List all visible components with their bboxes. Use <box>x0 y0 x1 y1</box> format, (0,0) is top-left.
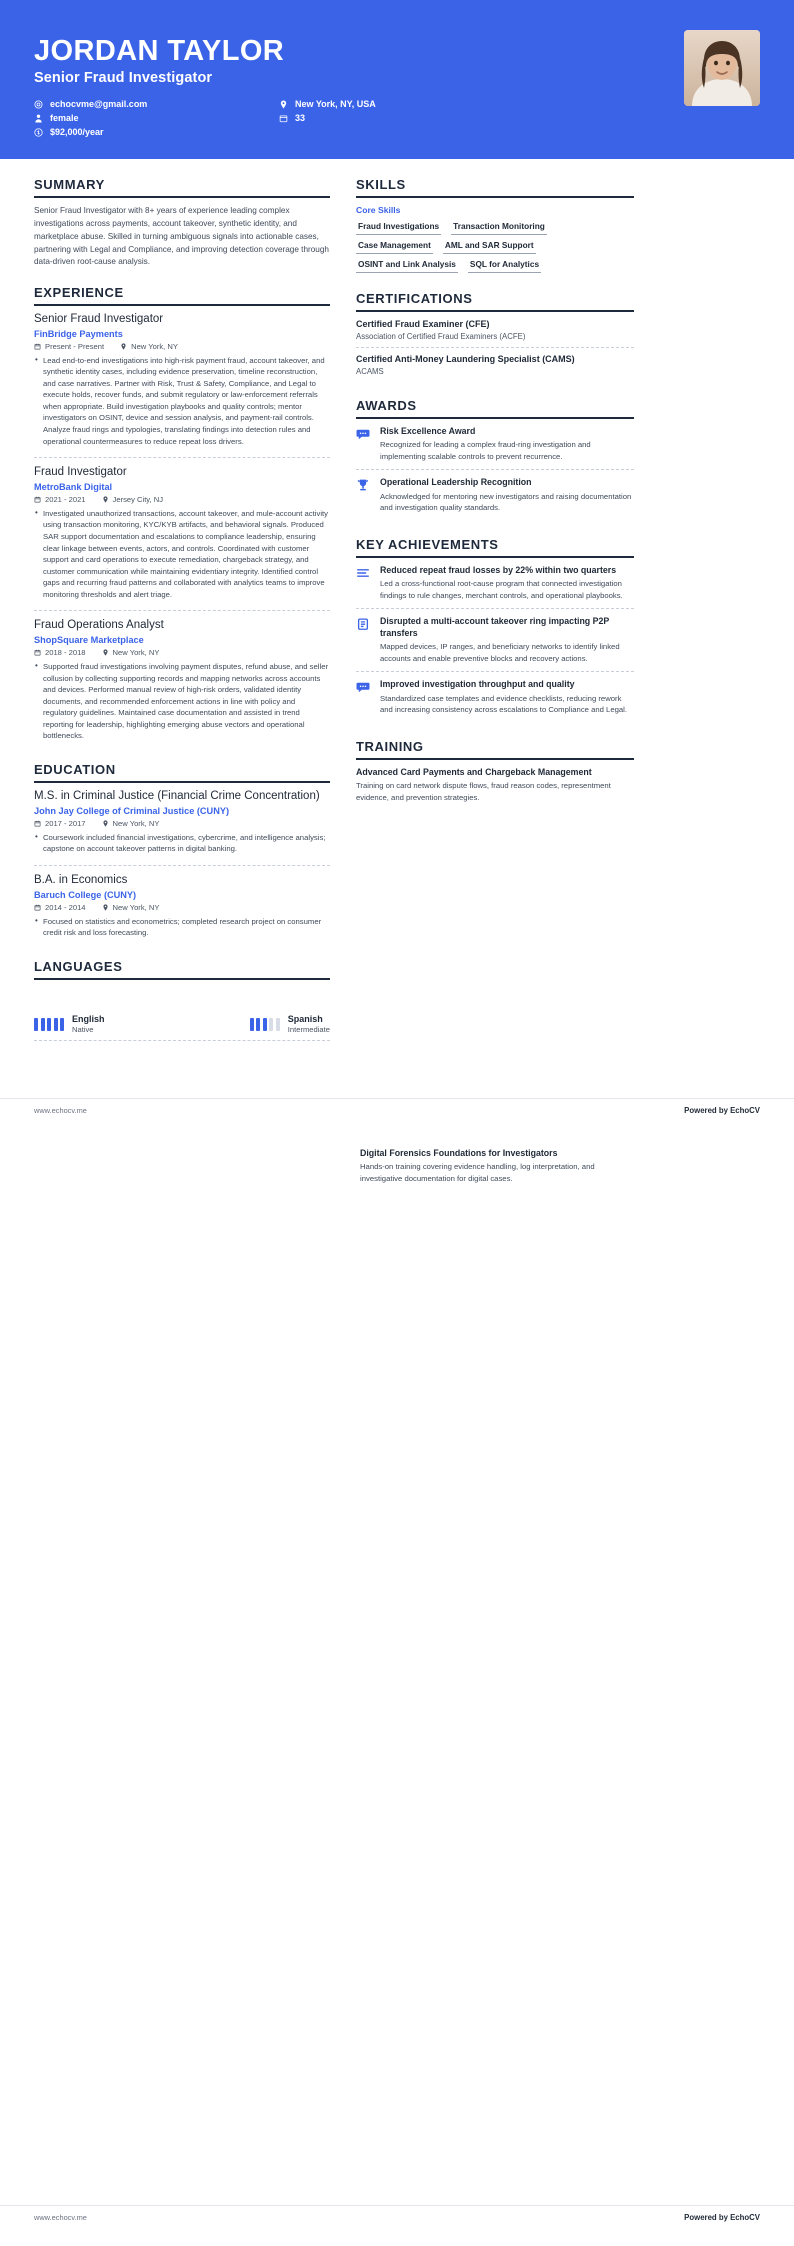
experience-entry <box>34 619 330 746</box>
education-meta <box>34 819 330 828</box>
language-text-block <box>72 1014 105 1035</box>
experience-location-text: Jersey City, NJ <box>112 494 164 504</box>
education-degree: M.S. in Criminal Justice (Financial Crime Concentration) <box>34 789 320 802</box>
education-school: Baruch College (CUNY) <box>34 889 137 900</box>
experience-location-text: New York, NY <box>131 341 178 351</box>
education-location <box>102 819 160 828</box>
section-title-training: TRAINING <box>356 739 634 760</box>
section-title-summary: SUMMARY <box>34 177 330 198</box>
contact-gender-text: female <box>50 113 79 124</box>
education-meta <box>34 903 330 912</box>
experience-dates-text: 2018 - 2018 <box>45 648 86 658</box>
section-education <box>34 762 330 943</box>
experience-role: Senior Fraud Investigator <box>34 312 164 325</box>
clipboard-icon <box>356 616 372 664</box>
education-dates-text: 2014 - 2014 <box>45 902 86 912</box>
contact-gender <box>34 113 279 123</box>
language-text-block <box>288 1014 330 1035</box>
contact-column-right <box>279 99 376 137</box>
language-item-spanish <box>250 1014 330 1035</box>
experience-location-text: New York, NY <box>112 648 160 658</box>
language-level-bars <box>250 1018 280 1031</box>
list-lines-icon <box>356 565 372 602</box>
experience-role: Fraud Investigator <box>34 466 127 479</box>
award-body <box>380 426 634 463</box>
page-footer-1 <box>0 1098 794 1122</box>
header-text-block <box>34 26 376 137</box>
education-dates <box>34 903 86 912</box>
section-languages <box>34 959 330 1042</box>
location-icon <box>102 649 109 656</box>
section-title-experience: EXPERIENCE <box>34 285 330 306</box>
chat-bubble-icon <box>356 426 372 463</box>
experience-location <box>102 648 160 657</box>
achievement-item <box>356 679 634 723</box>
education-degree: B.A. in Economics <box>34 873 128 886</box>
footer-url[interactable]: www.echocv.me <box>34 2213 87 2222</box>
education-bullet: • Focused on statistics and econometrics; completed research project on consumer credit risk and loss forecasting. <box>34 916 330 939</box>
contact-email-text: echocvme@gmail.com <box>50 99 148 110</box>
education-entry <box>34 874 330 943</box>
achievement-title: Reduced repeat fraud losses by 22% within two quarters <box>380 564 617 575</box>
experience-location <box>120 342 178 351</box>
calendar-icon <box>279 114 288 123</box>
section-title-certifications: CERTIFICATIONS <box>356 291 634 312</box>
achievement-body <box>380 616 634 664</box>
skill-chip: SQL for Analytics <box>468 256 541 273</box>
experience-bullet: • Supported fraud investigations involving payment disputes, refund abuse, and seller collusion by collecting supporting records and mapping networks across accounts and devices. Performed manual review of high-risk orders, validated identity documents, and recommended enforcement actions in line with policy and regulatory guidelines. Maintained case documentation and assisted in trend reporting for leadership, highlighting emerging abuse vectors and operational bottlenecks. <box>34 661 330 742</box>
language-level-bars <box>34 1018 64 1031</box>
contact-location-text: New York, NY, USA <box>295 99 376 110</box>
person-icon <box>34 114 43 123</box>
training-title: Digital Forensics Foundations for Investigators <box>360 1148 558 1158</box>
section-title-key-achievements: KEY ACHIEVEMENTS <box>356 537 634 558</box>
training-continuation <box>360 1148 638 1194</box>
award-title: Risk Excellence Award <box>380 425 476 436</box>
contact-salary-text: $92,000/year <box>50 127 104 138</box>
education-bullet: • Coursework included financial investigations, cybercrime, and intelligence analysis; capstone on account takeover patterns in digital banking. <box>34 832 330 855</box>
email-icon <box>34 100 43 109</box>
award-title: Operational Leadership Recognition <box>380 477 532 488</box>
skills-grid <box>356 218 634 275</box>
contact-location <box>279 99 376 109</box>
language-item-english <box>34 1014 105 1035</box>
resume-header <box>0 0 794 159</box>
experience-bullet: • Lead end-to-end investigations into high-risk payment fraud, account takeover, and synthetic identity cases, including evidence preservation, timeline reconstruction, and case narratives. Partner with Risk, Trust & Safety, Compliance, and Legal to execute holds, recover funds, and submit regulatory or law-enforcement referrals when appropriate. Build investigation playbooks and quality controls; mentor investigators on OSINT, device and session analysis, and payment-rail controls. Analyze fraud rings and typologies, translating findings into detection rules and operational countermeasures to reduce repeat loss drivers. <box>34 355 330 447</box>
training-item <box>360 1148 638 1185</box>
location-icon <box>279 100 288 109</box>
skill-chip: Case Management <box>356 237 433 254</box>
summary-text: Senior Fraud Investigator with 8+ years of experience leading complex investigations across payments, account takeover, synthetic identity, and marketplace abuse. Skilled in turning ambiguous signals into actionable cases, partnering with Legal and Compliance, and improving detection coverage through data-driven root-cause analysis. <box>34 206 329 267</box>
experience-bullet: • Investigated unauthorized transactions, account takeover, and mule-account activity using transaction monitoring, KYC/KYB artifacts, and behavioral signals. Produced SAR support documentation and escalations to compliance leadership, ensuring clear linkage between events, actors, and controls. Coordinated with customer support and card operations to execute remediation, chargeback strategy, and customer communication while maintaining evidentiary integrity. Identified control gaps and recurring fraud patterns and collaborated with analytics teams to improve monitoring thresholds and alert triage. <box>34 508 330 600</box>
experience-dates-text: Present - Present <box>45 341 105 351</box>
certification-item <box>356 354 634 382</box>
training-item <box>356 767 634 804</box>
award-item <box>356 426 634 471</box>
section-summary <box>34 177 330 269</box>
experience-bullets <box>34 355 330 447</box>
location-icon <box>102 496 109 503</box>
calendar-icon <box>34 820 41 827</box>
experience-dates <box>34 342 104 351</box>
award-desc: Recognized for leading a complex fraud-ring investigation and implementing scalable controls to prevent recurrence. <box>380 440 591 461</box>
section-title-education: EDUCATION <box>34 762 330 783</box>
location-icon <box>102 820 109 827</box>
experience-dates <box>34 648 86 657</box>
skill-chip: AML and SAR Support <box>443 237 536 254</box>
calendar-icon <box>34 649 41 656</box>
experience-meta <box>34 495 330 504</box>
achievement-body <box>380 565 634 602</box>
language-name: Spanish <box>287 1013 323 1024</box>
achievement-body <box>380 679 634 716</box>
award-body <box>380 477 634 514</box>
section-title-awards: AWARDS <box>356 398 634 419</box>
education-school: John Jay College of Criminal Justice (CUNY) <box>34 805 230 816</box>
skill-chip: Fraud Investigations <box>356 218 441 235</box>
training-title: Advanced Card Payments and Chargeback Management <box>356 766 592 777</box>
experience-meta <box>34 342 330 351</box>
section-skills <box>356 177 634 275</box>
achievement-desc: Mapped devices, IP ranges, and beneficiary networks to identify linked accounts and enable preventive blocks and recovery actions. <box>380 642 620 663</box>
skills-group-label: Core Skills <box>356 205 401 216</box>
experience-location <box>102 495 164 504</box>
chat-bubble-icon <box>356 679 372 716</box>
footer-brand: Powered by EchoCV <box>684 2213 760 2222</box>
footer-brand: Powered by EchoCV <box>684 1106 760 1115</box>
section-title-languages: LANGUAGES <box>34 959 330 980</box>
achievement-item <box>356 616 634 672</box>
section-title-skills: SKILLS <box>356 177 634 198</box>
experience-dates-text: 2021 - 2021 <box>45 494 86 504</box>
award-item <box>356 477 634 521</box>
location-icon <box>102 904 109 911</box>
education-bullets <box>34 832 330 855</box>
experience-role: Fraud Operations Analyst <box>34 619 164 632</box>
training-desc: Hands-on training covering evidence handling, log interpretation, and investigative documentation for digital cases. <box>360 1162 595 1183</box>
certification-name: Certified Fraud Examiner (CFE) <box>356 319 490 330</box>
calendar-icon <box>34 904 41 911</box>
contact-column-left <box>34 99 279 137</box>
education-location-text: New York, NY <box>112 818 160 828</box>
award-desc: Acknowledged for mentoring new investigators and raising documentation and investigation quality standards. <box>380 491 632 513</box>
contact-age-text: 33 <box>295 113 306 124</box>
skill-chip: OSINT and Link Analysis <box>356 256 458 273</box>
achievement-desc: Standardized case templates and evidence checklists, reducing rework and increasing consistency across escalations to Compliance and Legal. <box>380 693 627 715</box>
resume-body <box>0 159 794 1057</box>
training-desc: Training on card network dispute flows, fraud reason codes, representment evidence, and prevention strategies. <box>356 781 611 802</box>
location-icon <box>120 343 127 350</box>
education-entry <box>34 790 330 866</box>
experience-entry <box>34 313 330 458</box>
education-location <box>102 903 160 912</box>
education-dates <box>34 819 86 828</box>
achievement-desc: Led a cross-functional root-cause program that connected investigation findings to rule changes, merchant controls, and operational playbooks. <box>380 579 623 600</box>
avatar <box>684 30 760 106</box>
achievement-title: Improved investigation throughput and quality <box>380 679 575 690</box>
certification-org: ACAMS <box>356 366 384 376</box>
page-title: JORDAN TAYLOR <box>34 35 285 67</box>
trophy-icon <box>356 477 372 514</box>
right-column <box>356 177 634 819</box>
experience-org: ShopSquare Marketplace <box>34 635 144 646</box>
experience-entry <box>34 466 330 611</box>
certification-name: Certified Anti-Money Laundering Specialist (CAMS) <box>356 354 575 365</box>
languages-row <box>34 1014 330 1042</box>
language-level: Native <box>72 1024 94 1034</box>
contact-salary <box>34 127 279 137</box>
experience-dates <box>34 495 86 504</box>
experience-org: MetroBank Digital <box>34 481 113 492</box>
salary-icon <box>34 128 43 137</box>
certification-item <box>356 319 634 348</box>
calendar-icon <box>34 343 41 350</box>
experience-bullets <box>34 508 330 600</box>
section-awards <box>356 398 634 521</box>
education-dates-text: 2017 - 2017 <box>45 818 86 828</box>
contact-grid <box>34 99 376 137</box>
contact-age <box>279 113 376 123</box>
language-level: Intermediate <box>287 1024 330 1034</box>
section-training <box>356 739 634 804</box>
section-experience <box>34 285 330 746</box>
left-column <box>34 177 330 1057</box>
page-footer-2 <box>0 2205 794 2229</box>
section-key-achievements <box>356 537 634 723</box>
experience-bullets <box>34 661 330 742</box>
footer-url[interactable]: www.echocv.me <box>34 1106 87 1115</box>
section-certifications <box>356 291 634 381</box>
achievement-item <box>356 565 634 610</box>
header-job-title: Senior Fraud Investigator <box>34 70 213 87</box>
achievement-title: Disrupted a multi-account takeover ring impacting P2P transfers <box>380 616 610 638</box>
calendar-icon <box>34 496 41 503</box>
skill-chip: Transaction Monitoring <box>451 218 547 235</box>
certification-org: Association of Certified Fraud Examiners (ACFE) <box>356 332 526 342</box>
education-location-text: New York, NY <box>112 902 160 912</box>
language-name: English <box>72 1013 105 1024</box>
experience-meta <box>34 648 330 657</box>
education-bullets <box>34 916 330 939</box>
contact-email <box>34 99 279 109</box>
experience-org: FinBridge Payments <box>34 328 123 339</box>
